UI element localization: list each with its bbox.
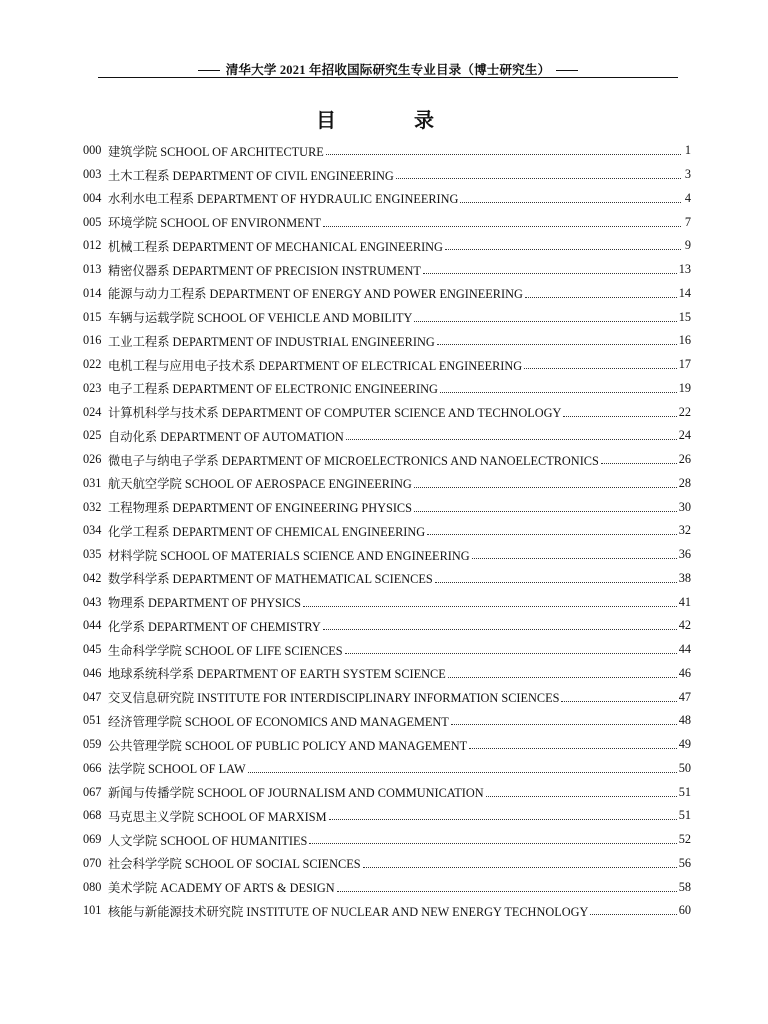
toc-entry[interactable] [83, 543, 691, 567]
toc-entry-label: 美术学院 ACADEMY OF ARTS & DESIGN [108, 881, 335, 896]
toc-entry-page: 26 [678, 452, 691, 467]
toc-entry-code: 023 [83, 380, 102, 395]
toc-entry-label: 航天航空学院 SCHOOL OF AEROSPACE ENGINEERING [108, 477, 412, 492]
toc-entry-code: 069 [83, 832, 102, 847]
header-rule [98, 77, 678, 78]
toc-entry-page: 56 [678, 855, 691, 870]
toc-entry[interactable] [83, 139, 691, 163]
toc-entry-label: 环境学院 SCHOOL OF ENVIRONMENT [108, 216, 322, 231]
toc-entry-page: 58 [678, 879, 691, 894]
toc-entry-leader [445, 249, 681, 250]
toc-entry-leader [486, 796, 677, 797]
toc-entry-leader [435, 582, 677, 583]
toc-entry-page: 42 [678, 618, 691, 633]
toc-entry-page: 16 [678, 333, 691, 348]
toc-entry-code: 046 [83, 665, 102, 680]
toc-entry-code: 059 [83, 737, 102, 752]
toc-entry-leader [440, 392, 677, 393]
toc-entry-label: 工程物理系 DEPARTMENT OF ENGINEERING PHYSICS [108, 501, 412, 516]
toc-entry-leader [427, 534, 677, 535]
toc-entry-label: 社会科学学院 SCHOOL OF SOCIAL SCIENCES [108, 857, 361, 872]
toc-entry-code: 013 [83, 262, 102, 277]
toc-entry-leader [329, 819, 677, 820]
toc-entry-code: 012 [83, 238, 102, 253]
toc-entry[interactable] [83, 210, 691, 234]
toc-entry-page: 51 [678, 784, 691, 799]
toc-entry[interactable] [83, 329, 691, 353]
toc-entry[interactable] [83, 614, 691, 638]
toc-entry-leader [472, 558, 677, 559]
toc-entry-leader [345, 653, 677, 654]
toc-entry-label: 物理系 DEPARTMENT OF PHYSICS [108, 596, 301, 611]
toc-entry-page: 44 [678, 642, 691, 657]
toc-entry-leader [323, 629, 677, 630]
toc-entry[interactable] [83, 234, 691, 258]
toc-entry-code: 000 [83, 143, 102, 158]
toc-entry-label: 马克思主义学院 SCHOOL OF MARXISM [108, 809, 327, 824]
toc-entry-label: 精密仪器系 DEPARTMENT OF PRECISION INSTRUMENT [108, 263, 421, 278]
toc-entry[interactable] [83, 424, 691, 448]
toc-entry-code: 026 [83, 452, 102, 467]
toc-entry-leader [303, 606, 677, 607]
toc-entry[interactable] [83, 590, 691, 614]
toc-entry-code: 032 [83, 499, 102, 514]
toc-entry-code: 004 [83, 190, 102, 205]
toc-entry[interactable] [83, 733, 691, 757]
toc-entry-label: 经济管理学院 SCHOOL OF ECONOMICS AND MANAGEMENT [108, 714, 449, 729]
toc-entry-page: 4 [684, 190, 691, 205]
toc-entry-label: 工业工程系 DEPARTMENT OF INDUSTRIAL ENGINEERING [108, 334, 435, 349]
toc-entry[interactable] [83, 282, 691, 306]
toc-entry-label: 计算机科学与技术系 DEPARTMENT OF COMPUTER SCIENCE AND TECHNOLOGY [108, 406, 562, 421]
toc-entry-label: 公共管理学院 SCHOOL OF PUBLIC POLICY AND MANAGEMENT [108, 738, 468, 753]
toc-entry-code: 044 [83, 618, 102, 633]
toc-entry-code: 051 [83, 713, 102, 728]
toc-entry-code: 031 [83, 475, 102, 490]
toc-entry-page: 28 [678, 475, 691, 490]
toc-entry-label: 机械工程系 DEPARTMENT OF MECHANICAL ENGINEERING [108, 239, 443, 254]
toc-entry-leader [437, 344, 677, 345]
toc-entry-label: 建筑学院 SCHOOL OF ARCHITECTURE [108, 144, 324, 159]
toc-entry[interactable] [83, 519, 691, 543]
toc-entry-code: 068 [83, 808, 102, 823]
toc-entry-label: 土木工程系 DEPARTMENT OF CIVIL ENGINEERING [108, 168, 394, 183]
toc-entry-code: 070 [83, 855, 102, 870]
toc-entry-code: 022 [83, 357, 102, 372]
toc-entry-label: 车辆与运载学院 SCHOOL OF VEHICLE AND MOBILITY [108, 311, 413, 326]
toc-entry-label: 核能与新能源技术研究院 INSTITUTE OF NUCLEAR AND NEW ENERGY TECHNOLOGY [108, 904, 589, 919]
toc-entry[interactable] [83, 899, 691, 923]
toc-entry-leader [423, 273, 677, 274]
toc-entry-label: 自动化系 DEPARTMENT OF AUTOMATION [108, 429, 344, 444]
toc-entry-label: 生命科学学院 SCHOOL OF LIFE SCIENCES [108, 643, 343, 658]
toc-entry-code: 045 [83, 642, 102, 657]
toc-entry-code: 014 [83, 285, 102, 300]
toc-entry-label: 化学工程系 DEPARTMENT OF CHEMICAL ENGINEERING [108, 524, 426, 539]
toc-entry-page: 60 [678, 903, 691, 918]
toc-entry-code: 003 [83, 167, 102, 182]
toc-entry-leader [561, 701, 676, 702]
toc-entry[interactable] [83, 495, 691, 519]
toc-entry[interactable] [83, 472, 691, 496]
toc-entry-code: 005 [83, 214, 102, 229]
toc-entry-page: 19 [678, 380, 691, 395]
toc-entry-code: 067 [83, 784, 102, 799]
toc-entry-code: 025 [83, 428, 102, 443]
toc-entry-leader [346, 439, 677, 440]
toc-list [83, 139, 691, 923]
toc-entry-page: 22 [678, 404, 691, 419]
toc-entry-leader [248, 772, 677, 773]
toc-entry-leader [563, 416, 676, 417]
toc-entry-leader [525, 297, 677, 298]
toc-entry-code: 043 [83, 594, 102, 609]
toc-entry-label: 新闻与传播学院 SCHOOL OF JOURNALISM AND COMMUNICATION [108, 786, 484, 801]
toc-entry-page: 7 [684, 214, 691, 229]
toc-entry[interactable] [83, 828, 691, 852]
toc-entry-code: 016 [83, 333, 102, 348]
toc-entry-page: 49 [678, 737, 691, 752]
toc-heading: 目录 [316, 110, 512, 132]
toc-entry-leader [326, 154, 681, 155]
toc-entry-label: 地球系统科学系 DEPARTMENT OF EARTH SYSTEM SCIENCE [108, 667, 446, 682]
toc-entry[interactable] [83, 638, 691, 662]
toc-entry-leader [337, 891, 677, 892]
toc-entry-code: 047 [83, 689, 102, 704]
toc-entry-code: 024 [83, 404, 102, 419]
toc-entry[interactable] [83, 757, 691, 781]
toc-entry-leader [309, 843, 676, 844]
toc-entry-page: 3 [684, 167, 691, 182]
toc-entry[interactable] [83, 685, 691, 709]
toc-entry-leader [590, 914, 676, 915]
header-dash-left [198, 70, 220, 71]
toc-entry-label: 水利水电工程系 DEPARTMENT OF HYDRAULIC ENGINEERING [108, 192, 459, 207]
toc-entry-code: 015 [83, 309, 102, 324]
toc-entry-leader [524, 368, 677, 369]
toc-entry-label: 交叉信息研究院 INSTITUTE FOR INTERDISCIPLINARY INFORMATION SCIENCES [108, 691, 560, 706]
header-title: 清华大学 2021 年招收国际研究生专业目录（博士研究生） [225, 63, 551, 77]
toc-entry-page: 48 [678, 713, 691, 728]
running-header [98, 60, 678, 78]
toc-entry-page: 52 [678, 832, 691, 847]
toc-entry-label: 化学系 DEPARTMENT OF CHEMISTRY [108, 619, 321, 634]
toc-entry-page: 38 [678, 570, 691, 585]
toc-entry-label: 能源与动力工程系 DEPARTMENT OF ENERGY AND POWER ENGINEERING [108, 287, 523, 302]
toc-entry[interactable] [83, 852, 691, 876]
toc-entry-page: 30 [678, 499, 691, 514]
toc-entry-label: 材料学院 SCHOOL OF MATERIALS SCIENCE AND ENGINEERING [108, 548, 470, 563]
toc-entry-leader [448, 677, 677, 678]
toc-entry-leader [396, 178, 681, 179]
toc-entry[interactable] [83, 305, 691, 329]
toc-entry-page: 24 [678, 428, 691, 443]
toc-entry-page: 47 [678, 689, 691, 704]
toc-entry-page: 41 [678, 594, 691, 609]
toc-entry-leader [414, 511, 677, 512]
toc-entry-code: 101 [83, 903, 102, 918]
toc-entry-page: 14 [678, 285, 691, 300]
toc-entry-label: 电子工程系 DEPARTMENT OF ELECTRONIC ENGINEERING [108, 382, 438, 397]
toc-entry-page: 32 [678, 523, 691, 538]
toc-entry-leader [469, 748, 677, 749]
toc-entry-leader [451, 724, 677, 725]
toc-entry[interactable] [83, 662, 691, 686]
toc-entry[interactable] [83, 804, 691, 828]
toc-entry-leader [323, 226, 681, 227]
toc-entry-code: 042 [83, 570, 102, 585]
toc-entry-code: 080 [83, 879, 102, 894]
toc-entry-leader [414, 321, 676, 322]
toc-entry[interactable] [83, 448, 691, 472]
toc-entry[interactable] [83, 400, 691, 424]
toc-entry[interactable] [83, 780, 691, 804]
toc-entry-leader [601, 463, 677, 464]
toc-entry-page: 9 [684, 238, 691, 253]
toc-entry[interactable] [83, 163, 691, 187]
toc-entry-leader [363, 867, 677, 868]
toc-entry-label: 数学科学系 DEPARTMENT OF MATHEMATICAL SCIENCES [108, 572, 433, 587]
toc-entry-label: 电机工程与应用电子技术系 DEPARTMENT OF ELECTRICAL ENGINEERING [108, 358, 523, 373]
toc-entry[interactable] [83, 353, 691, 377]
toc-entry-page: 15 [678, 309, 691, 324]
toc-entry-label: 人文学院 SCHOOL OF HUMANITIES [108, 833, 308, 848]
toc-entry[interactable] [83, 875, 691, 899]
toc-entry-page: 17 [678, 357, 691, 372]
toc-entry[interactable] [83, 709, 691, 733]
toc-entry[interactable] [83, 187, 691, 211]
toc-entry-code: 034 [83, 523, 102, 538]
toc-entry-page: 51 [678, 808, 691, 823]
toc-entry-page: 1 [684, 143, 691, 158]
toc-entry-leader [460, 202, 681, 203]
toc-entry-code: 035 [83, 547, 102, 562]
toc-entry-label: 微电子与纳电子学系 DEPARTMENT OF MICROELECTRONICS AND NANOELECTRONICS [108, 453, 599, 468]
toc-entry-page: 13 [678, 262, 691, 277]
header-dash-right [556, 70, 578, 71]
toc-entry-code: 066 [83, 760, 102, 775]
toc-entry-page: 46 [678, 665, 691, 680]
toc-entry-label: 法学院 SCHOOL OF LAW [108, 762, 246, 777]
toc-entry[interactable] [83, 377, 691, 401]
toc-entry[interactable] [83, 258, 691, 282]
toc-entry[interactable] [83, 567, 691, 591]
toc-entry-leader [414, 487, 677, 488]
toc-entry-page: 36 [678, 547, 691, 562]
toc-entry-page: 50 [678, 760, 691, 775]
